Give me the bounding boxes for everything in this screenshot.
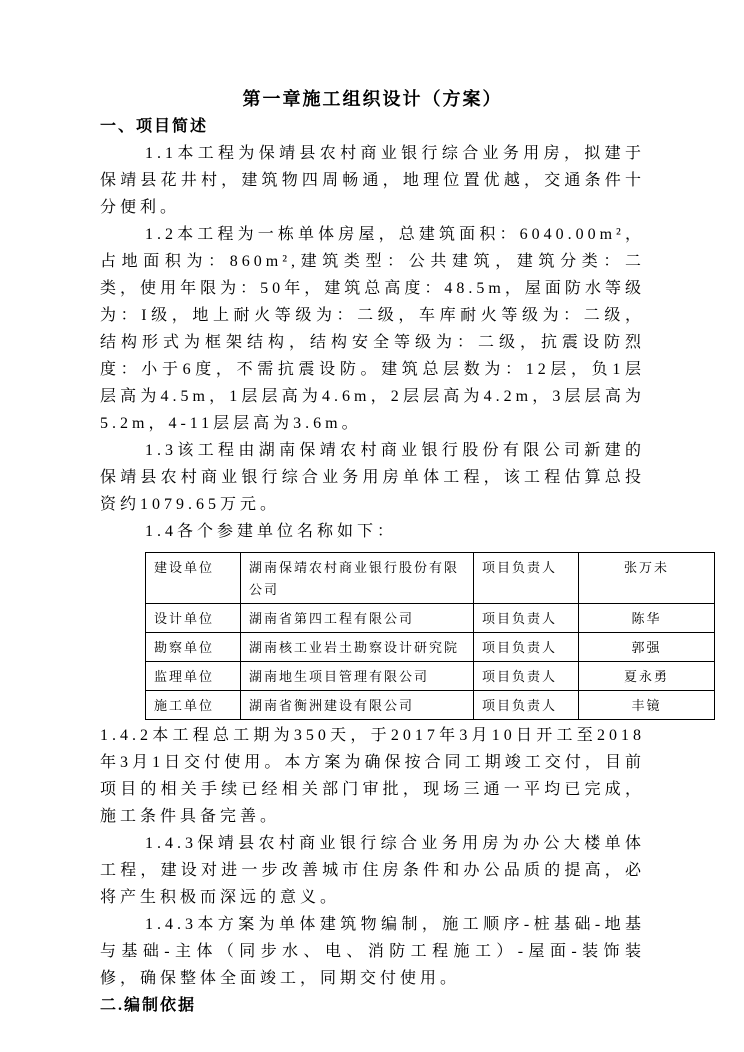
paragraph-1-4: 1.4各个参建单位名称如下： (145, 523, 398, 540)
unit-label-cell: 项目负责人 (474, 662, 579, 691)
unit-person-cell: 郭强 (579, 633, 715, 662)
chapter-title: 第一章施工组织设计（方案） (242, 89, 503, 109)
paragraph-1-4-2: 1.4.2本工程总工期为350天，于2017年3月10日开工至2018年3月1日交付使用。本方案为确保按合同工期竣工交付，目前项目的相关手续已经相关部门审批，现场三通一平均已完成，施工条件具备完善。 (100, 727, 645, 825)
table-row (146, 691, 715, 720)
table-row (146, 633, 715, 662)
unit-role-cell: 监理单位 (146, 662, 241, 691)
unit-role-cell: 建设单位 (146, 553, 241, 604)
unit-person-cell: 陈华 (579, 604, 715, 633)
unit-company-cell: 湖南保靖农村商业银行股份有限公司 (241, 553, 474, 604)
unit-label-cell: 项目负责人 (474, 691, 579, 720)
unit-role-cell: 设计单位 (146, 604, 241, 633)
table-row (146, 604, 715, 633)
participating-units-table (145, 552, 715, 720)
section-heading-compilation-basis: 二.编制依据 (100, 997, 197, 1014)
table-row (146, 662, 715, 691)
unit-label-cell: 项目负责人 (474, 604, 579, 633)
paragraph-1-1: 1.1本工程为保靖县农村商业银行综合业务用房，拟建于保靖县花井村，建筑物四周畅通，地理位置优越，交通条件十分便利。 (100, 145, 645, 216)
paragraph-1-3: 1.3该工程由湖南保靖农村商业银行股份有限公司新建的保靖县农村商业银行综合业务用房单体工程，该工程估算总投资约1079.65万元。 (100, 442, 645, 513)
paragraph-1-2: 1.2本工程为一栋单体房屋，总建筑面积：6040.00m²，占地面积为：860m²,建筑类型：公共建筑，建筑分类：二类，使用年限为：50年，建筑总高度：48.5m，屋面防水等级为：I级，地上耐火等级为：二级，车库耐火等级为：二级，结构形式为框架结构，结构安全等级为：二级，抗震设防烈度：小于6度，不需抗震设防。建筑总层数为：12层，负1层层高为4.5m，1层层高为4.6m，2层层高为4.2m，3层层高为5.2m，4-11层层高为3.6m。 (100, 226, 645, 432)
unit-company-cell: 湖南省第四工程有限公司 (241, 604, 474, 633)
unit-company-cell: 湖南省衡洲建设有限公司 (241, 691, 474, 720)
unit-role-cell: 勘察单位 (146, 633, 241, 662)
table-row (146, 553, 715, 604)
unit-company-cell: 湖南核工业岩土勘察设计研究院 (241, 633, 474, 662)
section-heading-project-overview: 一、项目简述 (100, 118, 209, 135)
paragraph-1-4-3a: 1.4.3保靖县农村商业银行综合业务用房为办公大楼单体工程，建设对进一步改善城市住房条件和办公品质的提高，必将产生积极而深远的意义。 (100, 835, 645, 906)
unit-role-cell: 施工单位 (146, 691, 241, 720)
unit-company-cell: 湖南地生项目管理有限公司 (241, 662, 474, 691)
unit-person-cell: 丰镜 (579, 691, 715, 720)
paragraph-1-4-3b: 1.4.3本方案为单体建筑物编制，施工顺序-桩基础-地基与基础-主体（同步水、电、消防工程施工）-屋面-装饰装修，确保整体全面竣工，同期交付使用。 (100, 916, 645, 987)
unit-person-cell: 夏永勇 (579, 662, 715, 691)
unit-label-cell: 项目负责人 (474, 633, 579, 662)
unit-label-cell: 项目负责人 (474, 553, 579, 604)
unit-person-cell: 张万未 (579, 553, 715, 604)
